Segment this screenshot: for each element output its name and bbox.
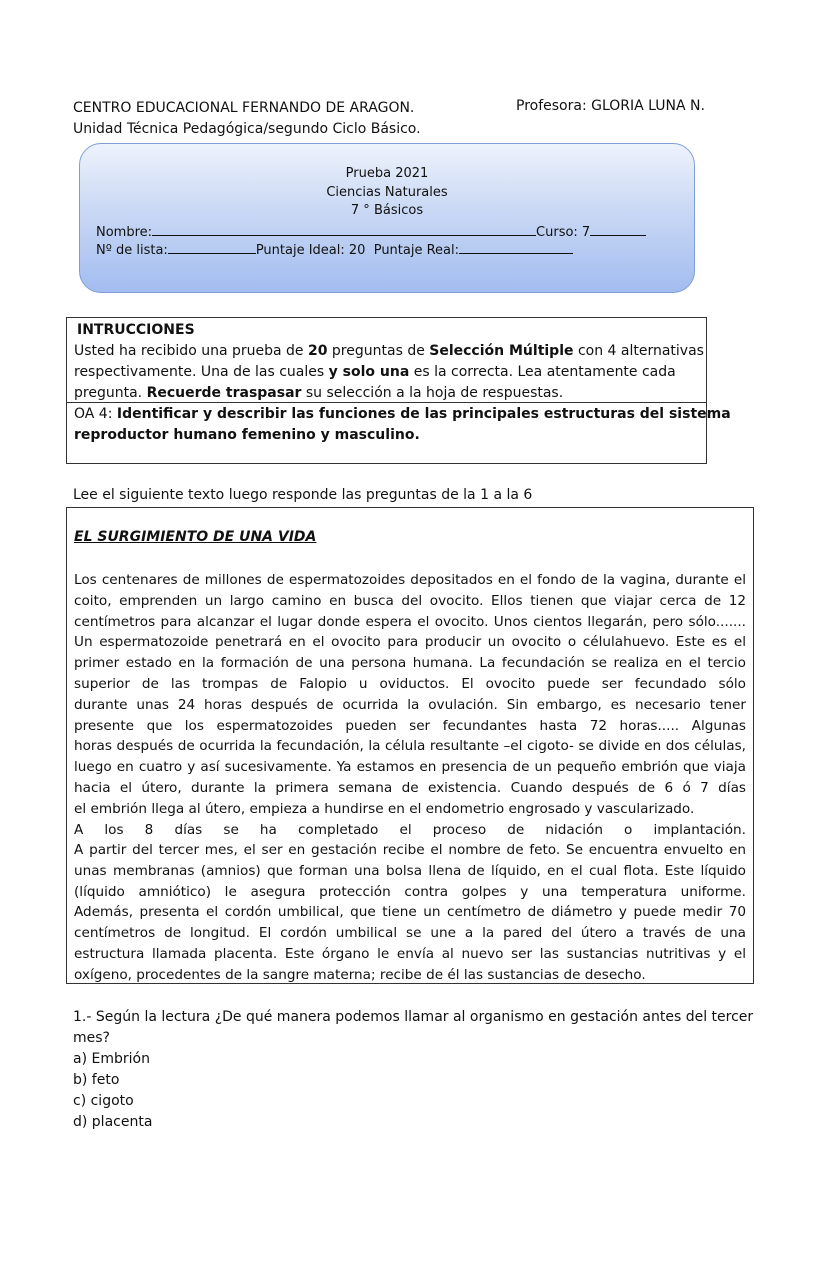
paragraph-line: durante unas 24 horas después de ocurrida la ovulación. Sin embargo, es necesario tener	[74, 696, 746, 713]
paragraph-line: el embrión llega al útero, empieza a hundirse en el endometrio engrosado y vascularizado.	[74, 800, 695, 817]
course-label: Curso: 7	[536, 225, 591, 240]
list-row	[96, 241, 573, 258]
header-left	[73, 98, 421, 140]
instructions-divider	[67, 402, 706, 403]
course-field[interactable]	[590, 223, 646, 236]
option-b[interactable]: b) feto	[73, 1072, 120, 1088]
test-grade: 7 ° Básicos	[350, 203, 424, 218]
paragraph-line: unas membranas (amnios) que forman una bolsa llena de líquido, en el cual flota. Este líquido	[74, 862, 746, 879]
instructions-heading: INTRUCCIONES	[77, 322, 195, 338]
name-field[interactable]	[152, 223, 536, 236]
unit-name: Unidad Técnica Pedagógica/segundo Ciclo Básico.	[73, 121, 421, 137]
test-info-box	[79, 143, 695, 293]
reading-paragraph-1	[74, 570, 746, 840]
real-score-field[interactable]	[459, 241, 573, 254]
school-name: CENTRO EDUCACIONAL FERNANDO DE ARAGON.	[73, 100, 415, 116]
reading-intro: Lee el siguiente texto luego responde las preguntas de la 1 a la 6	[73, 487, 533, 503]
teacher-name: Profesora: GLORIA LUNA N.	[516, 98, 705, 114]
option-d[interactable]: d) placenta	[73, 1114, 153, 1130]
paragraph-line: Los centenares de millones de espermatozoides depositados en el fondo de la vagina, durante el	[74, 572, 746, 588]
question-1-text-cont: mes?	[73, 1030, 110, 1046]
test-subject: Ciencias Naturales	[326, 185, 448, 200]
name-row	[96, 223, 646, 240]
paragraph-line: (líquido amniótico) le asegura protección contra golpes y una temperatura uniforme.	[74, 883, 746, 900]
paragraph-line: hacia el útero, durante la primera semana de existencia. Cuando después de 6 ó 7 días	[74, 779, 746, 796]
reading-title: EL SURGIMIENTO DE UNA VIDA	[74, 529, 317, 545]
paragraph-line: Un espermatozoide penetrará en el ovocito para producir un ovocito o célulahuevo. Este es el	[74, 634, 746, 651]
real-score-label: Puntaje Real:	[373, 243, 460, 258]
paragraph-line: A partir del tercer mes, el ser en gestación recibe el nombre de feto. Se encuentra envuelto en	[74, 842, 746, 858]
list-number-field[interactable]	[168, 241, 256, 254]
paragraph-line: centímetros para alcanzar el lugar donde espera el ovocito. Unos cientos llegarán, pero sólo.......	[74, 613, 746, 630]
paragraph-line: centímetros de longitud. El cordón umbilical se une a la pared del útero a través de una	[74, 925, 746, 942]
instructions-box	[66, 317, 731, 464]
paragraph-line: coito, emprenden un largo camino en busca del ovocito. Ellos tienen que viajar cerca de 12	[74, 592, 746, 609]
instructions-line-1: Usted ha recibido una prueba de 20 preguntas de Selección Múltiple con 4 alternativas	[74, 343, 704, 359]
question-1-text: 1.- Según la lectura ¿De qué manera podemos llamar al organismo en gestación antes del tercer	[73, 1009, 754, 1025]
option-c[interactable]: c) cigoto	[73, 1093, 134, 1109]
paragraph-line: estructura llamada placenta. Este órgano le envía al nuevo ser las sustancias nutritivas y el	[74, 945, 746, 962]
list-number-label: Nº de lista:	[96, 243, 168, 258]
paragraph-line: oxígeno, procedentes de la sangre materna; recibe de él las sustancias de desecho.	[74, 966, 646, 983]
reading-box	[66, 507, 754, 984]
objective-line-2: reproductor humano femenino y masculino.	[74, 427, 420, 443]
paragraph-line: superior de las trompas de Falopio u oviductos. El ovocito puede ser fecundado sólo	[74, 675, 746, 692]
paragraph-line: primer estado en la formación de una persona humana. La fecundación se realiza en el tercio	[74, 655, 746, 672]
paragraph-line: horas después de ocurrida la fecundación, la célula resultante –el cigoto- se divide en dos células,	[74, 738, 746, 755]
option-a[interactable]: a) Embrión	[73, 1051, 150, 1067]
name-label: Nombre:	[96, 225, 153, 240]
paragraph-line: presente que los espermatozoides pueden ser fecundantes hasta 72 horas..... Algunas	[74, 717, 746, 734]
instructions-line-2: respectivamente. Una de las cuales y solo una es la correcta. Lea atentamente cada	[74, 364, 676, 380]
instructions-line-3: pregunta. Recuerde traspasar su selección a la hoja de respuestas.	[74, 385, 564, 401]
reading-paragraph-2	[74, 840, 746, 986]
question-1	[73, 1007, 753, 1133]
ideal-score-label: Puntaje Ideal: 20	[255, 243, 366, 258]
test-title: Prueba 2021	[345, 166, 429, 181]
paragraph-line: luego en cuatro y así sucesivamente. Ya estamos en presencia de un pequeño embrión que viaja	[74, 759, 746, 776]
paragraph-line: Además, presenta el cordón umbilical, que tiene un centímetro de diámetro y puede medir 70	[74, 904, 746, 921]
objective-line-1: OA 4: Identificar y describir las funciones de las principales estructuras del sistema	[74, 406, 731, 422]
paragraph-line: A los 8 días se ha completado el proceso de nidación o implantación.	[74, 821, 746, 838]
